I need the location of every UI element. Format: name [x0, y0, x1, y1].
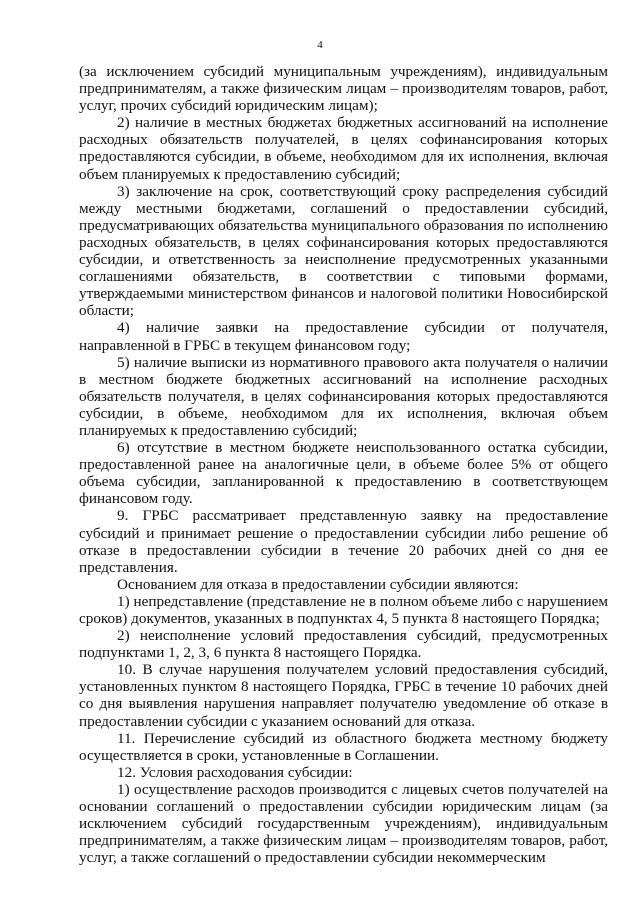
paragraph-continued: (за исключением субсидий муниципальным учреждениям), индивидуальным предпринимателям, а также физическим лицам – производителям товаров, работ, услуг, прочих субсидий юридическим лицам); [79, 63, 608, 115]
paragraph-section-12: 12. Условия расходования субсидии: [117, 763, 353, 781]
paragraph-refusal-2: 2) неисполнение условий предоставления субсидий, предусмотренных подпунктами 1, 2, 3, 6 пункта 8 настоящего Порядка. [79, 627, 608, 662]
paragraph-section-9: 9. ГРБС рассматривает представленную заявку на предоставление субсидий и принимает решение о предоставлении субсидии либо решение об отказе в предоставлении субсидии в течение 20 рабочих дней со дня ее представления. [79, 507, 608, 576]
paragraph-condition-5: 5) наличие выписки из нормативного правового акта получателя о наличии в местном бюджете бюджетных ассигнований на исполнение расходных обязательств получателя, в целях софинансирования которых предоставляются субсидии, в объеме, необходимом для их исполнения, включая объем планируемых к предоставлению субсидий; [79, 353, 608, 439]
document-body [79, 63, 608, 866]
paragraph-refusal-1: 1) непредставление (представление не в полном объеме либо с нарушением сроков) документов, указанных в подпунктах 4, 5 пункта 8 настоящего Порядка; [79, 592, 608, 627]
paragraph-spending-1: 1) осуществление расходов производится с лицевых счетов получателей на основании соглашений о предоставлении субсидии юридическим лицам (за исключением субсидий государственным учреждениям), индивидуальным предпринимателям, а также физическим лицам – производителям товаров, работ, услуг, а также соглашений о предоставлении субсидии некоммерческим [79, 780, 608, 867]
paragraph-condition-6: 6) отсутствие в местном бюджете неиспользованного остатка субсидии, предоставленной ранее на аналогичные цели, в объеме более 5% от общего объема субсидии, запланированной к предоставлению в соответствующем финансовом году. [79, 439, 608, 508]
paragraph-refusal-grounds: Основанием для отказа в предоставлении субсидии являются: [117, 575, 519, 593]
paragraph-condition-3: 3) заключение на срок, соответствующий сроку распределения субсидий между местными бюджетами, соглашений о предоставлении субсидий, предусматривающих обязательства муниципального образования по исполнению расходных обязательств, в целях софинансирования которых предоставляются субсидии, и ответственность за неисполнение предусмотренных указанными соглашениями обязательств, в соответствии с типовыми формами, утверждаемыми министерством финансов и налоговой политики Новосибирской области; [79, 182, 608, 320]
page-number: 4 [317, 39, 323, 51]
paragraph-condition-4: 4) наличие заявки на предоставление субсидии от получателя, направленной в ГРБС в текущем финансовом году; [79, 319, 608, 354]
paragraph-condition-2: 2) наличие в местных бюджетах бюджетных ассигнований на исполнение расходных обязательств получателей, в целях софинансирования которых предоставляются субсидии, в объеме, необходимом для их исполнения, включая объем планируемых к предоставлению субсидий; [79, 114, 608, 183]
paragraph-section-10: 10. В случае нарушения получателем условий предоставления субсидий, установленных пунктом 8 настоящего Порядка, ГРБС в течение 10 рабочих дней со дня выявления нарушения направляет получателю уведомление об отказе в предоставлении субсидии с указанием оснований для отказа. [79, 661, 608, 730]
paragraph-section-11: 11. Перечисление субсидий из областного бюджета местному бюджету осуществляется в сроки, установленные в Соглашении. [79, 729, 608, 764]
